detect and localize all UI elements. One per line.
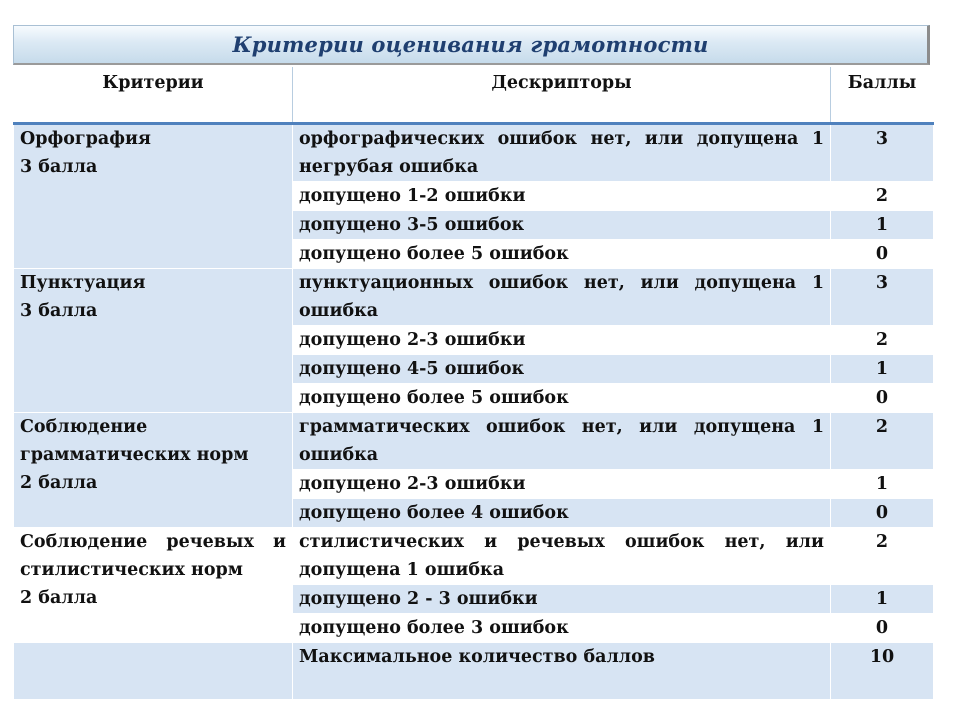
criterion-cell-punctuation: [14, 269, 293, 413]
header-criteria: Критерии: [14, 68, 293, 124]
criteria-table: [13, 67, 934, 700]
criterion-cell-grammar: [14, 413, 293, 528]
points-cell: 0: [831, 614, 934, 643]
descriptor-cell: допущено 1-2 ошибки: [293, 182, 831, 211]
total-row: [14, 643, 934, 700]
criterion-cell-style: [14, 528, 293, 643]
header-points: Баллы: [831, 68, 934, 124]
title-banner: [13, 25, 930, 65]
points-cell: 1: [831, 211, 934, 240]
total-empty-cell: [14, 643, 293, 700]
points-cell: 2: [831, 182, 934, 211]
descriptor-cell: допущено более 5 ошибок: [293, 384, 831, 413]
points-cell: 0: [831, 499, 934, 528]
page-title: Критерии оценивания грамотности: [232, 32, 709, 57]
header-descriptors: Дескрипторы: [293, 68, 831, 124]
total-points: 10: [831, 643, 934, 700]
points-cell: 2: [831, 413, 934, 470]
table-row: [14, 528, 934, 585]
descriptor-cell: грамматических ошибок нет, или допущена 1 ошибка: [293, 413, 831, 470]
table-row: [14, 269, 934, 326]
descriptor-cell: допущено 2-3 ошибки: [293, 326, 831, 355]
descriptor-cell: допущено 4-5 ошибок: [293, 355, 831, 384]
descriptor-cell: допущено 2 - 3 ошибки: [293, 585, 831, 614]
points-cell: 1: [831, 470, 934, 499]
descriptor-cell: пунктуационных ошибок нет, или допущена 1 ошибка: [293, 269, 831, 326]
points-cell: 2: [831, 528, 934, 585]
points-cell: 1: [831, 585, 934, 614]
criterion-max: 3 балла: [20, 157, 98, 177]
total-label: Максимальное количество баллов: [293, 643, 831, 700]
points-cell: 0: [831, 384, 934, 413]
points-cell: 0: [831, 240, 934, 269]
table-row: [14, 124, 934, 182]
points-cell: 3: [831, 269, 934, 326]
criterion-cell-spelling: [14, 124, 293, 269]
criterion-name: Пунктуация: [20, 273, 146, 293]
table-row: [14, 413, 934, 470]
criterion-max: 3 балла: [20, 301, 98, 321]
points-cell: 2: [831, 326, 934, 355]
descriptor-cell: допущено более 3 ошибок: [293, 614, 831, 643]
points-cell: 3: [831, 124, 934, 182]
descriptor-cell: допущено более 5 ошибок: [293, 240, 831, 269]
descriptor-cell: стилистических и речевых ошибок нет, или допущена 1 ошибка: [293, 528, 831, 585]
descriptor-cell: допущено 3-5 ошибок: [293, 211, 831, 240]
criterion-name: Соблюдение речевых и стилистических норм: [20, 532, 286, 580]
criterion-max: 2 балла: [20, 473, 98, 493]
criterion-max: 2 балла: [20, 588, 98, 608]
points-cell: 1: [831, 355, 934, 384]
descriptor-cell: допущено более 4 ошибок: [293, 499, 831, 528]
table-header-row: [14, 68, 934, 124]
descriptor-cell: допущено 2-3 ошибки: [293, 470, 831, 499]
criterion-name: Соблюдение грамматических норм: [20, 417, 249, 465]
descriptor-cell: орфографических ошибок нет, или допущена 1 негрубая ошибка: [293, 124, 831, 182]
criterion-name: Орфография: [20, 129, 151, 149]
